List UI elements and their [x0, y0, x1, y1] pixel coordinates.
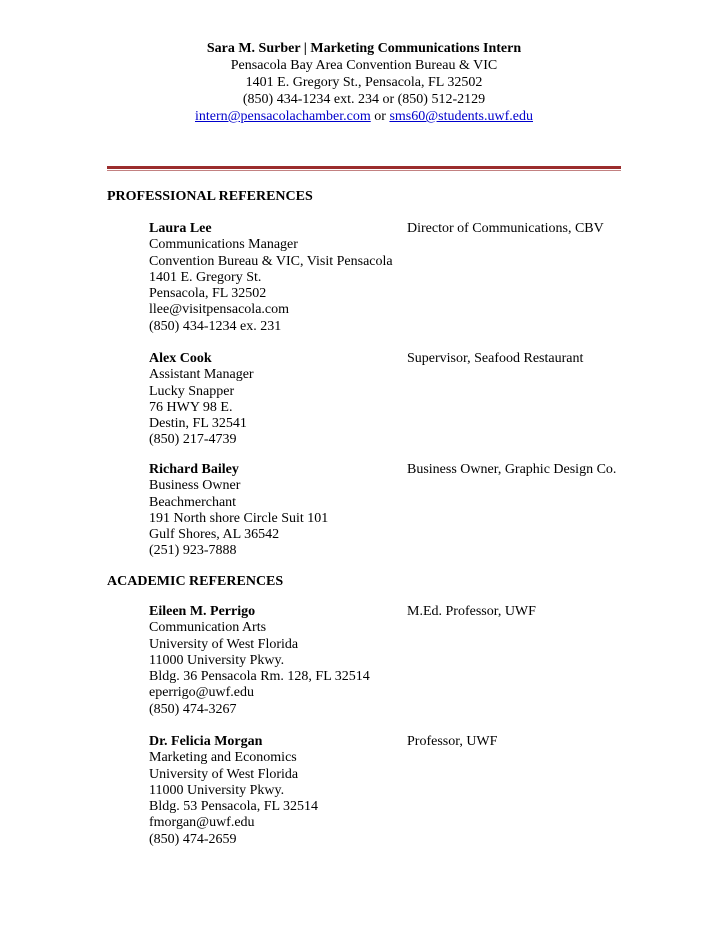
reference-name: Laura Lee	[149, 221, 212, 236]
email-separator: or	[374, 109, 386, 124]
header-emails	[0, 108, 728, 125]
reference-name: Dr. Felicia Morgan	[149, 734, 263, 749]
reference-line: Communications Manager	[149, 237, 298, 253]
reference-relation: Supervisor, Seafood Restaurant	[407, 351, 584, 366]
reference-line: llee@visitpensacola.com	[149, 302, 290, 318]
reference-name: Eileen M. Perrigo	[149, 604, 256, 619]
reference-line: (850) 434-1234 ex. 231	[149, 318, 282, 334]
reference-line: Assistant Manager	[149, 367, 254, 383]
reference-line: Marketing and Economics	[149, 750, 297, 766]
reference-line: Business Owner	[149, 478, 241, 494]
reference-entry	[149, 462, 709, 560]
reference-line: Destin, FL 32541	[149, 416, 247, 432]
reference-relation: Director of Communications, CBV	[407, 221, 604, 236]
reference-line: Pensacola, FL 32502	[149, 286, 267, 302]
section-title-professional: PROFESSIONAL REFERENCES	[107, 189, 313, 204]
section-title-academic: ACADEMIC REFERENCES	[107, 574, 284, 589]
reference-entry	[149, 221, 709, 335]
reference-line: fmorgan@uwf.edu	[149, 815, 255, 831]
reference-line: Gulf Shores, AL 36542	[149, 527, 280, 543]
reference-line: Convention Bureau & VIC, Visit Pensacola	[149, 253, 393, 269]
email-link-chamber[interactable]: intern@pensacolachamber.com	[195, 109, 371, 124]
header-phone: (850) 434-1234 ext. 234 or (850) 512-2129	[242, 92, 486, 107]
header-name: Sara M. Surber | Marketing Communications Intern	[206, 41, 522, 56]
reference-name: Richard Bailey	[149, 462, 239, 477]
reference-line: 191 North shore Circle Suit 101	[149, 510, 329, 526]
header-organization: Pensacola Bay Area Convention Bureau & VIC	[230, 58, 498, 73]
reference-line: (850) 474-3267	[149, 701, 237, 717]
contact-header	[0, 40, 728, 125]
reference-line: University of West Florida	[149, 766, 299, 782]
reference-line: 76 HWY 98 E.	[149, 399, 233, 415]
reference-relation: M.Ed. Professor, UWF	[407, 604, 536, 619]
reference-line: Bldg. 53 Pensacola, FL 32514	[149, 799, 319, 815]
reference-entry	[149, 351, 709, 449]
reference-line: eperrigo@uwf.edu	[149, 685, 255, 701]
reference-line: 11000 University Pkwy.	[149, 652, 285, 668]
reference-line: 11000 University Pkwy.	[149, 782, 285, 798]
reference-line: (251) 923-7888	[149, 543, 237, 559]
email-link-students[interactable]: sms60@students.uwf.edu	[389, 109, 533, 124]
reference-entry	[149, 604, 709, 718]
reference-line: (850) 474-2659	[149, 831, 237, 847]
reference-line: Communication Arts	[149, 620, 267, 636]
reference-relation: Professor, UWF	[407, 734, 498, 749]
reference-entry	[149, 734, 709, 848]
reference-line: 1401 E. Gregory St.	[149, 269, 262, 285]
reference-line: Lucky Snapper	[149, 383, 235, 399]
reference-line: (850) 217-4739	[149, 432, 237, 448]
reference-line: Beachmerchant	[149, 494, 237, 510]
header-divider-thin	[107, 170, 621, 171]
reference-relation: Business Owner, Graphic Design Co.	[407, 462, 617, 477]
header-divider	[107, 166, 621, 169]
reference-name: Alex Cook	[149, 351, 212, 366]
reference-line: Bldg. 36 Pensacola Rm. 128, FL 32514	[149, 669, 370, 685]
header-address: 1401 E. Gregory St., Pensacola, FL 32502	[245, 75, 483, 90]
reference-line: University of West Florida	[149, 636, 299, 652]
